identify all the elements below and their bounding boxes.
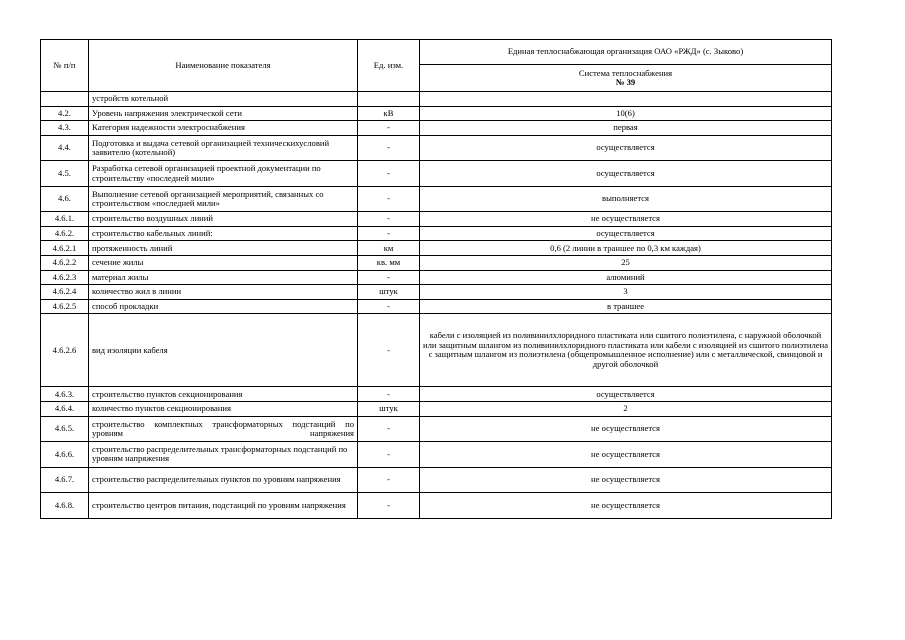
row-name: вид изоляции кабеля <box>89 314 358 387</box>
row-name: количество пунктов секционирования <box>89 402 358 417</box>
row-unit: - <box>358 416 420 442</box>
row-num: 4.6.5. <box>41 416 89 442</box>
row-value: 25 <box>420 256 832 271</box>
row-num <box>41 92 89 107</box>
row-num: 4.6.1. <box>41 212 89 227</box>
row-value: осуществляется <box>420 135 832 161</box>
row-unit: кВ <box>358 106 420 121</box>
header-system-label: Система теплоснабжения <box>578 67 673 78</box>
row-name: Подготовка и выдача сетевой организацией техническихусловий заявителю (котельной) <box>89 135 358 161</box>
row-name: Категория надежности электроснабжения <box>89 121 358 136</box>
row-name: протяженность линий <box>89 241 358 256</box>
table-row <box>41 442 832 468</box>
row-value: в траншее <box>420 299 832 314</box>
table-row <box>41 212 832 227</box>
row-name: строительство воздушных линий <box>89 212 358 227</box>
table-row <box>41 314 832 387</box>
indicators-table <box>40 39 832 519</box>
row-value <box>420 92 832 107</box>
row-unit: - <box>358 186 420 212</box>
row-unit: кв. мм <box>358 256 420 271</box>
row-num: 4.6.4. <box>41 402 89 417</box>
table-row <box>41 226 832 241</box>
row-num: 4.6.2.6 <box>41 314 89 387</box>
row-unit: км <box>358 241 420 256</box>
table-row <box>41 493 832 519</box>
row-name: строительство распределительных пунктов по уровням напряжения <box>89 467 358 493</box>
row-value: 2 <box>420 402 832 417</box>
header-col-num: № п/п <box>41 40 89 92</box>
row-name: Разработка сетевой организацией проектной документации по строительству «последней мили» <box>89 161 358 187</box>
row-num: 4.4. <box>41 135 89 161</box>
row-value: 10(6) <box>420 106 832 121</box>
table-row <box>41 387 832 402</box>
row-num: 4.6.2.4 <box>41 285 89 300</box>
row-value: 3 <box>420 285 832 300</box>
row-unit: - <box>358 442 420 468</box>
row-name: строительство пунктов секционирования <box>89 387 358 402</box>
row-name: сечение жилы <box>89 256 358 271</box>
row-num: 4.3. <box>41 121 89 136</box>
row-name: устройств котельной <box>89 92 358 107</box>
row-unit: - <box>358 387 420 402</box>
table-row <box>41 299 832 314</box>
row-value: не осуществляется <box>420 416 832 442</box>
row-num: 4.6.3. <box>41 387 89 402</box>
row-unit: - <box>358 299 420 314</box>
row-num: 4.6.2.5 <box>41 299 89 314</box>
row-name: Уровень напряжения электрической сети <box>89 106 358 121</box>
row-value: не осуществляется <box>420 442 832 468</box>
table-row <box>41 416 832 442</box>
table-row <box>41 270 832 285</box>
row-num: 4.6.6. <box>41 442 89 468</box>
row-value: первая <box>420 121 832 136</box>
table-row <box>41 285 832 300</box>
row-num: 4.6.2.3 <box>41 270 89 285</box>
header-col-unit: Ед. изм. <box>358 40 420 92</box>
row-num: 4.2. <box>41 106 89 121</box>
table-row <box>41 121 832 136</box>
row-name: Выполнение сетевой организацией мероприятий, связанных со строительством «последней мили» <box>89 186 358 212</box>
table-row <box>41 241 832 256</box>
row-name: строительство центров питания, подстанций по уровням напряжения <box>89 493 358 519</box>
row-unit: - <box>358 212 420 227</box>
row-value: не осуществляется <box>420 467 832 493</box>
row-unit: - <box>358 493 420 519</box>
row-unit: - <box>358 467 420 493</box>
row-name: строительство комплектных трансформаторных подстанций по уровням напряжения <box>89 416 358 442</box>
row-unit: - <box>358 226 420 241</box>
row-name: материал жилы <box>89 270 358 285</box>
table-row <box>41 135 832 161</box>
table-row <box>41 402 832 417</box>
row-name: количество жил в линии <box>89 285 358 300</box>
row-unit: - <box>358 270 420 285</box>
row-num: 4.6. <box>41 186 89 212</box>
row-name: способ прокладки <box>89 299 358 314</box>
row-value: осуществляется <box>420 387 832 402</box>
header-row-1 <box>41 40 832 65</box>
row-num: 4.6.2.1 <box>41 241 89 256</box>
row-value: 0,6 (2 линии в траншее по 0,3 км каждая) <box>420 241 832 256</box>
row-unit: - <box>358 161 420 187</box>
row-value: выполняется <box>420 186 832 212</box>
row-unit: - <box>358 314 420 387</box>
header-org: Единая теплоснабжающая организация ОАО «РЖД» (с. Зыково) <box>420 40 832 65</box>
row-num: 4.6.8. <box>41 493 89 519</box>
row-value: кабели с изоляцией из поливинилхлоридного пластиката или сшитого полиэтилена, с наружной оболочкой или защитным шлангом из поливинилхлоридного пластиката или кабели с изоляцией из сшитого полиэтилена с защитным шлангом из полиэтилена (общепромышленное исполнение) или с металлической, свинцовой и другой оболочкой <box>420 314 832 387</box>
table-row <box>41 92 832 107</box>
row-value: не осуществляется <box>420 212 832 227</box>
row-unit: штук <box>358 402 420 417</box>
row-value: алюминий <box>420 270 832 285</box>
row-value: осуществляется <box>420 161 832 187</box>
table-row <box>41 161 832 187</box>
row-num: 4.6.2. <box>41 226 89 241</box>
table-row <box>41 467 832 493</box>
table-row <box>41 256 832 271</box>
table-row <box>41 106 832 121</box>
row-unit <box>358 92 420 107</box>
header-col-name: Наименование показателя <box>89 40 358 92</box>
table-row <box>41 186 832 212</box>
row-name: строительство кабельных линий: <box>89 226 358 241</box>
row-num: 4.6.7. <box>41 467 89 493</box>
row-value: не осуществляется <box>420 493 832 519</box>
header-system-number: № 39 <box>615 77 636 87</box>
row-unit: - <box>358 121 420 136</box>
row-num: 4.5. <box>41 161 89 187</box>
row-unit: - <box>358 135 420 161</box>
row-num: 4.6.2.2 <box>41 256 89 271</box>
header-system <box>420 65 832 92</box>
row-name: строительство распределительных трансформаторных подстанций по уровням напряжения <box>89 442 358 468</box>
row-unit: штук <box>358 285 420 300</box>
row-value: осуществляется <box>420 226 832 241</box>
